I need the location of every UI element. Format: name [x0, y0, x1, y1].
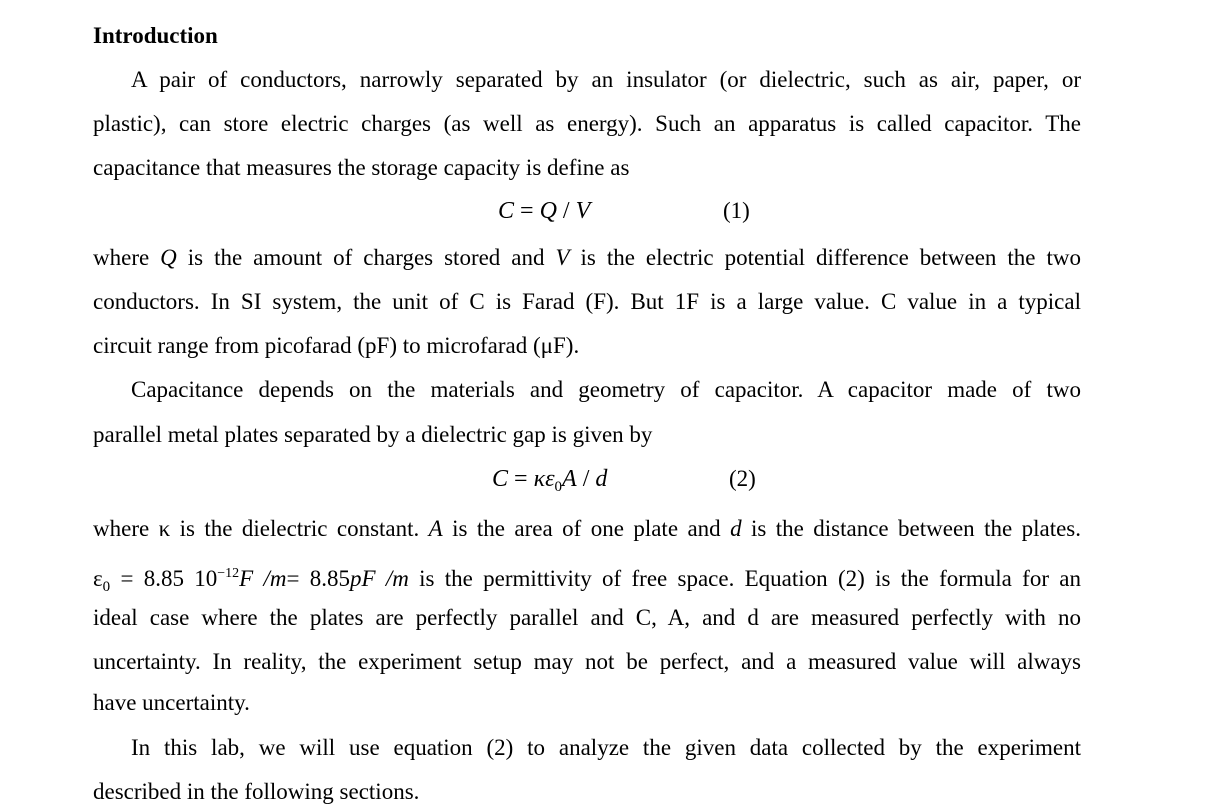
unit-pf-per-m: pF /m [350, 566, 409, 591]
equation-1 [498, 196, 590, 226]
text-run: = 8.85 10 [110, 566, 218, 591]
text-run: is the amount of charges stored and [176, 245, 556, 270]
text-run: = 8.85 [286, 566, 351, 591]
symbol-q: Q [160, 245, 177, 270]
eq2-op: = [508, 466, 534, 492]
epsilon-subscript: 0 [102, 579, 111, 595]
paragraph-line: Capacitance depends on the materials and geometry of capacitor. A capacitor made of two [131, 377, 1081, 402]
exponent: −12 [217, 566, 240, 581]
paragraph-line [93, 514, 1081, 544]
symbol-v: V [555, 245, 570, 270]
paragraph-line: described in the following sections. [93, 779, 420, 804]
text-run: is the electric potential difference between the two [569, 245, 1081, 270]
equation-2-number: (2) [729, 466, 756, 491]
eq1-slash: / [556, 198, 576, 224]
text-run: is the distance between the plates. [741, 516, 1081, 541]
eq2-a: A [562, 466, 577, 492]
eq2-slash: / [576, 466, 596, 492]
text-run: where [93, 245, 161, 270]
eq1-lhs: C [498, 198, 515, 224]
paragraph-line [93, 243, 1081, 273]
eq1-op: = [514, 198, 540, 224]
paragraph-line: parallel metal plates separated by a dielectric gap is given by [93, 422, 653, 447]
paragraph-line: A pair of conductors, narrowly separated by an insulator (or dielectric, such as air, paper, or [131, 67, 1081, 92]
paragraph-line: conductors. In SI system, the unit of C is Farad (F). But 1F is a large value. C value in a typical [93, 289, 1081, 314]
eq2-subscript: 0 [554, 479, 563, 495]
symbol-epsilon: ε [93, 566, 103, 591]
paragraph-line: plastic), can store electric charges (as well as energy). Such an apparatus is called capacitor. The [93, 111, 1081, 136]
paragraph-line: circuit range from picofarad (pF) to microfarad (μF). [93, 333, 580, 358]
symbol-d: d [730, 516, 742, 541]
eq2-d: d [595, 466, 608, 492]
unit-f-per-m: F /m [239, 566, 287, 591]
eq1-v: V [575, 198, 591, 224]
paragraph-line: capacitance that measures the storage capacity is define as [93, 155, 630, 180]
symbol-a: A [428, 516, 443, 541]
paragraph-line: uncertainty. In reality, the experiment setup may not be perfect, and a measured value will always [93, 649, 1081, 674]
text-run: where κ is the dielectric constant. [93, 516, 429, 541]
paragraph-line: ideal case where the plates are perfectly parallel and C, A, and d are measured perfectly with no [93, 605, 1081, 630]
paragraph-line: have uncertainty. [93, 690, 250, 715]
paragraph-line: In this lab, we will use equation (2) to analyze the given data collected by the experiment [131, 735, 1081, 760]
equation-1-number: (1) [723, 198, 750, 223]
paragraph-line [93, 559, 1081, 602]
text-run: is the permittivity of free space. Equation (2) is the formula for an [408, 566, 1081, 591]
text-run: is the area of one plate and [442, 516, 731, 541]
eq2-kappa-epsilon: κε [533, 466, 555, 492]
equation-2 [492, 464, 607, 502]
eq2-lhs: C [492, 466, 509, 492]
eq1-q: Q [539, 198, 557, 224]
section-heading: Introduction [93, 23, 218, 48]
